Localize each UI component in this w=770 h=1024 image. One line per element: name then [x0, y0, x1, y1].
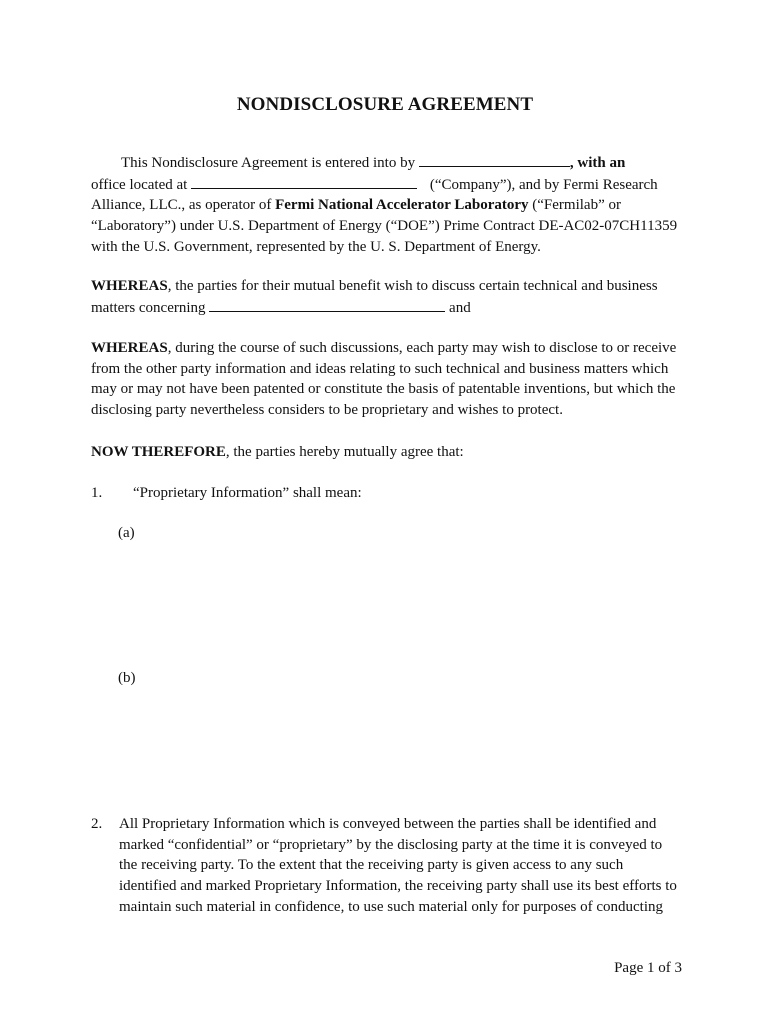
section-1-number: 1.: [91, 485, 103, 501]
company-name-blank[interactable]: [419, 152, 570, 167]
whereas-keyword: WHEREAS: [91, 278, 168, 294]
intro-line-2: [91, 174, 691, 196]
intro-text: This Nondisclosure Agreement is entered into by: [121, 155, 419, 171]
whereas2-line-3: may or may not have been patented or constitute the basis of patentable inventions, but which the: [91, 381, 676, 398]
section-2-line: identified and marked Proprietary Information, the receiving party shall use its best efforts to: [119, 878, 677, 895]
document-title: NONDISCLOSURE AGREEMENT: [236, 94, 534, 115]
section-2-line: the receiving party. To the extent that the receiving party is given access to any such: [119, 857, 624, 874]
whereas1-line-2: [91, 297, 691, 319]
section-1-text: “Proprietary Information” shall mean:: [133, 485, 362, 501]
whereas2-line-4: disclosing party nevertheless considers to be proprietary and wishes to protect.: [91, 402, 563, 419]
intro-text: office located at: [91, 176, 192, 193]
intro-text: Alliance, LLC., as operator of: [91, 197, 276, 214]
whereas-paragraph-1: [91, 276, 691, 318]
section-2: [91, 814, 691, 918]
intro-line-4: “Laboratory”) under U.S. Department of Energy (“DOE”) Prime Contract DE-AC02-07CH11359: [91, 218, 678, 235]
intro-text: (“Company”), and by Fermi Research: [426, 176, 658, 193]
intro-line-3: [91, 195, 691, 216]
subject-matter-blank[interactable]: [209, 297, 445, 312]
whereas-text: , the parties for their mutual benefit wish to discuss certain technical and business: [167, 278, 658, 294]
section-2-line: All Proprietary Information which is conveyed between the parties shall be identified and: [119, 816, 657, 832]
section-2-number: 2.: [91, 816, 103, 832]
whereas-keyword: WHEREAS: [91, 340, 168, 356]
whereas-text: , during the course of such discussions, each party may wish to disclose to or receive: [167, 340, 677, 356]
whereas2-line-2: from the other party information and ideas relating to such technical and business matters which: [91, 360, 669, 377]
lab-name: Fermi National Accelerator Laboratory: [275, 197, 529, 214]
page-number: Page 1 of 3: [614, 960, 682, 976]
section-2-line: maintain such material in confidence, to use such material only for purposes of conducting: [119, 898, 664, 915]
whereas2-line-1: [91, 338, 691, 359]
section-2-body: [119, 814, 691, 918]
now-therefore-keyword: NOW THEREFORE: [91, 444, 226, 460]
whereas-text: and: [445, 299, 471, 316]
section-1-sub-b: (b): [118, 670, 136, 686]
now-therefore-text: , the parties hereby mutually agree that:: [225, 444, 464, 460]
whereas-paragraph-2: [91, 338, 691, 421]
section-2-line: marked “confidential” or “proprietary” by the disclosing party at the time it is conveyed to: [119, 836, 663, 853]
section-1: [91, 483, 362, 504]
intro-line-1: [91, 152, 691, 174]
intro-paragraph: [91, 152, 691, 258]
intro-text: , with an: [569, 155, 626, 171]
whereas1-line-1: [91, 276, 691, 297]
intro-line-5: with the U.S. Government, represented by the U. S. Department of Energy.: [91, 238, 541, 255]
office-address-blank[interactable]: [191, 174, 417, 189]
intro-text: (“Fermilab” or: [528, 197, 621, 214]
section-1-sub-a: (a): [118, 525, 135, 541]
now-therefore-paragraph: [91, 442, 691, 463]
whereas-text: matters concerning: [91, 299, 210, 316]
